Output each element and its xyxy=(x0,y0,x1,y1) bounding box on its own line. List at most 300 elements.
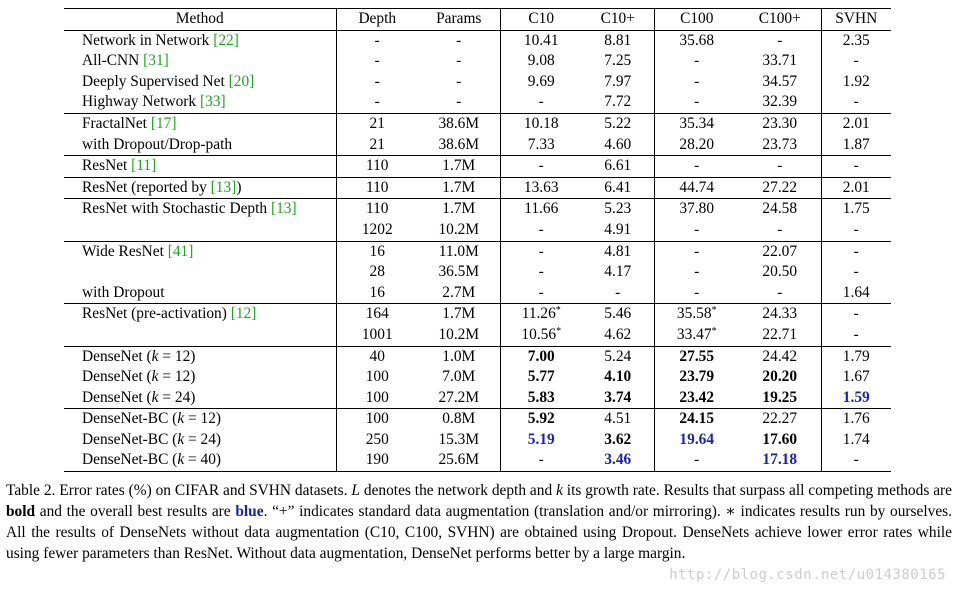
cell-c10-value: 11.26 xyxy=(521,305,556,323)
cell-c10-plus-value: 4.10 xyxy=(604,368,632,386)
cell-c10-plus xyxy=(582,156,654,178)
cell-c100 xyxy=(654,409,739,430)
cell-method xyxy=(64,262,336,283)
cell-c10-plus xyxy=(582,51,654,72)
cell-svhn xyxy=(821,220,891,241)
cell-depth xyxy=(336,51,418,72)
header-params: Params xyxy=(436,10,482,27)
cell-svhn xyxy=(821,92,891,113)
cell-depth-value: 21 xyxy=(369,114,385,132)
method-name: with Dropout xyxy=(82,283,165,301)
cell-c10 xyxy=(500,156,582,178)
growth-rate-value: = 12) xyxy=(158,368,196,386)
cell-svhn xyxy=(821,177,891,199)
growth-rate-var: k xyxy=(177,410,185,428)
caption-bold-word: bold xyxy=(6,503,36,520)
cell-method xyxy=(64,156,336,178)
table-group xyxy=(64,177,891,199)
cell-c100 xyxy=(654,113,739,134)
cell-svhn-value: - xyxy=(853,242,859,260)
cell-c10-plus xyxy=(582,409,654,430)
cell-svhn xyxy=(821,135,891,156)
cell-c10-value: 7.00 xyxy=(527,347,555,365)
cell-c100-value: 28.20 xyxy=(679,135,715,153)
cell-c100 xyxy=(654,367,739,388)
method-name: Highway Network xyxy=(82,93,197,111)
table-row xyxy=(64,283,891,304)
cell-depth-value: - xyxy=(374,52,380,70)
cell-c100 xyxy=(654,177,739,199)
cell-c10-plus-value: 5.46 xyxy=(604,305,632,323)
asterisk-marker: * xyxy=(711,305,717,317)
cell-depth xyxy=(336,113,418,134)
cell-c10-plus xyxy=(582,135,654,156)
cell-c100 xyxy=(654,262,739,283)
cell-c100-plus xyxy=(739,409,821,430)
cell-c100-plus-value: 17.18 xyxy=(762,451,798,469)
cell-c100-plus-value: - xyxy=(777,31,783,49)
cell-c100-value: - xyxy=(694,72,700,90)
citation-link[interactable]: [41] xyxy=(167,242,194,260)
table-row xyxy=(64,304,891,325)
cell-depth xyxy=(336,325,418,346)
cell-c100-plus-value: 34.57 xyxy=(762,72,798,90)
cell-params-value: - xyxy=(456,31,462,49)
cell-c100-plus-value: 17.60 xyxy=(762,430,798,448)
cell-c10-plus-value: - xyxy=(615,283,621,301)
method-name: DenseNet-BC ( xyxy=(82,430,178,448)
cell-params-value: 27.2M xyxy=(438,388,480,406)
cell-svhn xyxy=(821,346,891,367)
cell-svhn-value: - xyxy=(853,305,859,323)
cell-svhn xyxy=(821,72,891,93)
cell-c10-plus-value: 5.23 xyxy=(604,200,632,218)
cell-c10-plus xyxy=(582,177,654,199)
cell-c100-plus xyxy=(739,30,821,51)
table-row xyxy=(64,135,891,156)
asterisk-marker: * xyxy=(556,325,562,337)
caption-part-5: . “+” indicates standard data augmentation (translation and/or mirroring). ∗ indicates results run by ourselves. All the results of DenseNets without data augmentation (C10, C100, SVHN) are obtained using Dropout. DenseNets achieve lower error rates while using fewer parameters than ResNet. Without data augmentation, DenseNet performs better by a large margin. xyxy=(6,503,952,562)
cell-params-value: 15.3M xyxy=(438,430,480,448)
citation-link[interactable]: [17] xyxy=(150,114,177,132)
cell-method xyxy=(64,367,336,388)
cell-depth-value: 28 xyxy=(369,263,385,281)
cell-svhn-value: 1.76 xyxy=(842,410,870,428)
table-caption xyxy=(6,480,952,564)
cell-c10-plus-value: 3.62 xyxy=(604,430,632,448)
table-row xyxy=(64,262,891,283)
citation-link[interactable]: [33] xyxy=(199,93,226,111)
cell-depth-value: 110 xyxy=(365,178,389,196)
cell-c10-plus xyxy=(582,113,654,134)
cell-c100-plus xyxy=(739,325,821,346)
cell-params-value: 11.0M xyxy=(438,242,479,260)
cell-c10 xyxy=(500,409,582,430)
cell-svhn xyxy=(821,409,891,430)
cell-depth xyxy=(336,220,418,241)
cell-c100-value: - xyxy=(694,263,700,281)
citation-link[interactable]: [31] xyxy=(143,52,169,70)
cell-c10-plus xyxy=(582,304,654,325)
method-name: DenseNet ( xyxy=(82,368,152,386)
cell-svhn-value: - xyxy=(853,325,859,343)
table-row xyxy=(64,51,891,72)
cell-c10 xyxy=(500,177,582,199)
cell-c10-value: - xyxy=(538,220,544,238)
table-row xyxy=(64,113,891,134)
cell-c10-value: - xyxy=(538,263,544,281)
cell-params xyxy=(418,72,500,93)
results-table xyxy=(64,8,891,472)
cell-c100 xyxy=(654,430,739,451)
cell-c100 xyxy=(654,92,739,113)
cell-svhn-value: 1.79 xyxy=(842,347,870,365)
cell-c10-plus-value: 4.17 xyxy=(604,263,632,281)
cell-c10-plus-value: 7.97 xyxy=(604,72,632,90)
cell-svhn xyxy=(821,325,891,346)
cell-c10-value: 11.66 xyxy=(524,200,559,218)
cell-c10 xyxy=(500,283,582,304)
cell-c10-value: 10.41 xyxy=(523,31,559,49)
cell-c10 xyxy=(500,325,582,346)
citation-link[interactable]: [13] xyxy=(270,200,297,218)
cell-c100-plus xyxy=(739,92,821,113)
header-depth: Depth xyxy=(336,9,418,31)
cell-method xyxy=(64,51,336,72)
cell-c100-value: - xyxy=(694,283,700,301)
method-suffix: ) xyxy=(236,178,242,196)
cell-depth xyxy=(336,72,418,93)
cell-c100-value: - xyxy=(694,242,700,260)
cell-c100-plus-value: 24.58 xyxy=(762,200,798,218)
watermark-url: http://blog.csdn.net/u014380165 xyxy=(669,567,946,583)
cell-c100-plus xyxy=(739,156,821,178)
cell-svhn-value: 1.64 xyxy=(842,283,870,301)
cell-depth xyxy=(336,135,418,156)
cell-c100-plus xyxy=(739,430,821,451)
cell-svhn xyxy=(821,241,891,262)
cell-c10-plus-value: 4.81 xyxy=(604,242,632,260)
cell-c10-value: - xyxy=(538,283,544,301)
cell-c10 xyxy=(500,30,582,51)
header-method: Method xyxy=(175,10,224,27)
cell-c10 xyxy=(500,450,582,471)
cell-svhn xyxy=(821,30,891,51)
cell-c100-plus xyxy=(739,199,821,220)
cell-c100-plus xyxy=(739,388,821,409)
cell-c10 xyxy=(500,135,582,156)
citation-link[interactable]: [20] xyxy=(228,72,255,90)
cell-depth xyxy=(336,304,418,325)
cell-c10-value: 5.19 xyxy=(527,430,555,448)
cell-method xyxy=(64,177,336,199)
cell-params-value: 7.0M xyxy=(442,368,476,386)
cell-method xyxy=(64,325,336,346)
table-row xyxy=(64,409,891,430)
growth-rate-var: k xyxy=(151,368,159,386)
cell-params-value: - xyxy=(456,72,462,90)
cell-c100 xyxy=(654,283,739,304)
cell-method xyxy=(64,135,336,156)
cell-depth xyxy=(336,450,418,471)
cell-c10-value: 5.83 xyxy=(527,388,555,406)
cell-svhn-value: - xyxy=(853,220,859,238)
cell-svhn-value: 1.74 xyxy=(842,430,870,448)
method-name: Wide ResNet xyxy=(82,242,164,260)
cell-depth xyxy=(336,262,418,283)
asterisk-marker: * xyxy=(711,325,717,337)
citation-link[interactable]: [11] xyxy=(131,157,157,175)
cell-depth-value: 40 xyxy=(369,347,385,365)
cell-params-value: 1.7M xyxy=(442,305,476,323)
cell-svhn xyxy=(821,156,891,178)
cell-c10-value: 7.33 xyxy=(527,135,555,153)
cell-params-value: 10.2M xyxy=(438,220,480,238)
cell-params xyxy=(418,450,500,471)
cell-c10 xyxy=(500,262,582,283)
cell-c10-plus-value: 4.60 xyxy=(604,135,632,153)
header-c10-plus: C10+ xyxy=(600,10,635,27)
cell-method xyxy=(64,113,336,134)
cell-depth-value: 100 xyxy=(365,388,389,406)
cell-c100-plus xyxy=(739,367,821,388)
table-row xyxy=(64,430,891,451)
cell-depth xyxy=(336,92,418,113)
cell-method xyxy=(64,241,336,262)
cell-c100-value: 35.58 xyxy=(676,305,712,323)
cell-c10-plus-value: 7.25 xyxy=(604,52,632,70)
growth-rate-var: k xyxy=(151,347,159,365)
cell-svhn xyxy=(821,450,891,471)
citation-link[interactable]: [22] xyxy=(213,31,239,49)
cell-c100-plus xyxy=(739,177,821,199)
cell-c10-plus-value: 5.24 xyxy=(604,347,632,365)
cell-depth-value: - xyxy=(374,93,380,111)
table-row xyxy=(64,388,891,409)
cell-c10-value: 5.77 xyxy=(527,368,555,386)
table-row xyxy=(64,325,891,346)
caption-part-4: and the overall best results are xyxy=(35,503,236,520)
cell-c100-value: - xyxy=(694,52,700,70)
citation-link[interactable]: [13] xyxy=(210,178,237,196)
cell-c100-plus xyxy=(739,262,821,283)
caption-var-L: L xyxy=(351,482,360,499)
cell-depth-value: 1001 xyxy=(361,325,393,343)
growth-rate-value: = 24) xyxy=(184,430,222,448)
cell-params-value: 2.7M xyxy=(442,283,476,301)
cell-c100-plus xyxy=(739,241,821,262)
table-row xyxy=(64,177,891,199)
cell-depth-value: 100 xyxy=(365,368,389,386)
cell-c100-value: 23.79 xyxy=(679,368,715,386)
method-name: DenseNet-BC ( xyxy=(82,451,178,469)
cell-c10-plus xyxy=(582,262,654,283)
cell-params xyxy=(418,220,500,241)
cell-c100-value: 44.74 xyxy=(679,178,715,196)
cell-c10-value: - xyxy=(538,451,544,469)
cell-depth xyxy=(336,346,418,367)
cell-c100 xyxy=(654,346,739,367)
cell-depth-value: 1202 xyxy=(361,220,393,238)
cell-params-value: - xyxy=(456,93,462,111)
table-row xyxy=(64,156,891,178)
method-name: ResNet (pre-activation) xyxy=(82,305,227,323)
cell-params-value: - xyxy=(456,52,462,70)
cell-svhn-value: - xyxy=(853,52,859,70)
cell-c10-value: 9.69 xyxy=(527,72,555,90)
cell-depth xyxy=(336,241,418,262)
cell-method xyxy=(64,283,336,304)
cell-c100-plus-value: 33.71 xyxy=(762,52,798,70)
cell-depth-value: 110 xyxy=(365,200,389,218)
cell-params xyxy=(418,283,500,304)
cell-svhn-value: 2.35 xyxy=(842,31,870,49)
asterisk-marker: * xyxy=(555,305,561,317)
table-row xyxy=(64,199,891,220)
cell-c10 xyxy=(500,113,582,134)
cell-depth-value: 190 xyxy=(365,451,389,469)
cell-c100-value: 33.47 xyxy=(676,325,712,343)
cell-c100-plus xyxy=(739,346,821,367)
cell-params xyxy=(418,113,500,134)
cell-c100 xyxy=(654,304,739,325)
cell-c10-plus xyxy=(582,367,654,388)
cell-c10-plus xyxy=(582,241,654,262)
cell-c100-plus-value: 32.39 xyxy=(762,93,798,111)
cell-c100 xyxy=(654,72,739,93)
cell-c10 xyxy=(500,241,582,262)
method-name: DenseNet-BC ( xyxy=(82,410,178,428)
cell-c10 xyxy=(500,430,582,451)
results-table-wrapper xyxy=(64,8,891,472)
cell-c10 xyxy=(500,199,582,220)
cell-params xyxy=(418,30,500,51)
cell-c10-value: 10.56 xyxy=(521,325,557,343)
cell-svhn-value: 2.01 xyxy=(842,114,870,132)
cell-params xyxy=(418,92,500,113)
growth-rate-var: k xyxy=(177,430,185,448)
cell-c100-value: 35.34 xyxy=(679,114,715,132)
growth-rate-value: = 12) xyxy=(184,410,222,428)
table-row xyxy=(64,220,891,241)
cell-params xyxy=(418,346,500,367)
cell-c100 xyxy=(654,450,739,471)
cell-c100-value: 23.42 xyxy=(679,388,715,406)
cell-c10 xyxy=(500,367,582,388)
cell-depth-value: 21 xyxy=(369,135,385,153)
cell-depth-value: - xyxy=(374,72,380,90)
cell-c100-value: 19.64 xyxy=(679,430,715,448)
cell-c100-plus-value: - xyxy=(777,220,783,238)
cell-c100-plus-value: - xyxy=(777,157,783,175)
cell-method xyxy=(64,304,336,325)
cell-method xyxy=(64,346,336,367)
cell-depth xyxy=(336,177,418,199)
caption-part-2: denotes the network depth and xyxy=(359,482,557,499)
cell-params xyxy=(418,367,500,388)
header-svhn: SVHN xyxy=(821,9,891,31)
cell-c100-plus xyxy=(739,51,821,72)
table-group xyxy=(64,304,891,346)
cell-params-value: 0.8M xyxy=(442,410,476,428)
cell-c100-plus-value: 24.33 xyxy=(762,305,798,323)
cell-method xyxy=(64,450,336,471)
growth-rate-var: k xyxy=(177,451,185,469)
cell-c10-plus-value: 4.51 xyxy=(604,410,632,428)
cell-params xyxy=(418,430,500,451)
cell-c100 xyxy=(654,51,739,72)
cell-c10-value: - xyxy=(538,93,544,111)
cell-method xyxy=(64,92,336,113)
cell-c100-value: - xyxy=(694,93,700,111)
cell-c10-plus xyxy=(582,388,654,409)
cell-params-value: 1.0M xyxy=(442,347,476,365)
cell-depth xyxy=(336,30,418,51)
cell-svhn xyxy=(821,113,891,134)
table-group xyxy=(64,156,891,178)
cell-svhn-value: 1.92 xyxy=(842,72,870,90)
cell-params-value: 1.7M xyxy=(442,157,476,175)
cell-depth xyxy=(336,367,418,388)
cell-c100-value: - xyxy=(694,157,700,175)
caption-blue-word: blue xyxy=(235,503,264,520)
method-name: Network in Network xyxy=(82,31,210,49)
cell-params-value: 25.6M xyxy=(438,451,480,469)
header-c100-plus: C100+ xyxy=(758,10,801,27)
cell-c100 xyxy=(654,30,739,51)
cell-depth-value: 100 xyxy=(365,410,389,428)
cell-depth xyxy=(336,199,418,220)
cell-depth-value: 110 xyxy=(365,157,389,175)
table-header-row xyxy=(64,9,891,31)
caption-part-3: its growth rate. Results that surpass all competing methods are xyxy=(562,482,952,499)
cell-c100-plus-value: 19.25 xyxy=(762,388,798,406)
cell-c100-plus-value: 22.27 xyxy=(762,410,798,428)
cell-c100-plus-value: - xyxy=(777,283,783,301)
cell-svhn xyxy=(821,262,891,283)
table-row xyxy=(64,450,891,471)
cell-params xyxy=(418,177,500,199)
table-group xyxy=(64,409,891,472)
growth-rate-value: = 24) xyxy=(158,388,196,406)
method-name: FractalNet xyxy=(82,114,147,132)
cell-c100-value: - xyxy=(694,220,700,238)
caption-part-1: Table 2. Error rates (%) on CIFAR and SVHN datasets. xyxy=(6,482,352,499)
cell-params xyxy=(418,135,500,156)
cell-svhn xyxy=(821,199,891,220)
table-row xyxy=(64,241,891,262)
cell-svhn-value: 2.01 xyxy=(842,178,870,196)
cell-c100-plus-value: 24.42 xyxy=(762,347,798,365)
cell-c10 xyxy=(500,388,582,409)
table-group xyxy=(64,199,891,241)
cell-c10 xyxy=(500,92,582,113)
cell-depth-value: 164 xyxy=(365,305,389,323)
cell-c10-value: 5.92 xyxy=(527,410,555,428)
cell-svhn xyxy=(821,388,891,409)
cell-c10-value: 9.08 xyxy=(527,52,555,70)
cell-depth xyxy=(336,388,418,409)
cell-c10-plus xyxy=(582,30,654,51)
citation-link[interactable]: [12] xyxy=(230,305,257,323)
table-row xyxy=(64,72,891,93)
cell-svhn xyxy=(821,367,891,388)
cell-params-value: 10.2M xyxy=(438,325,480,343)
cell-c10-plus xyxy=(582,220,654,241)
cell-c10-plus-value: 6.61 xyxy=(604,157,632,175)
cell-c10-value: 10.18 xyxy=(523,114,559,132)
cell-method xyxy=(64,30,336,51)
